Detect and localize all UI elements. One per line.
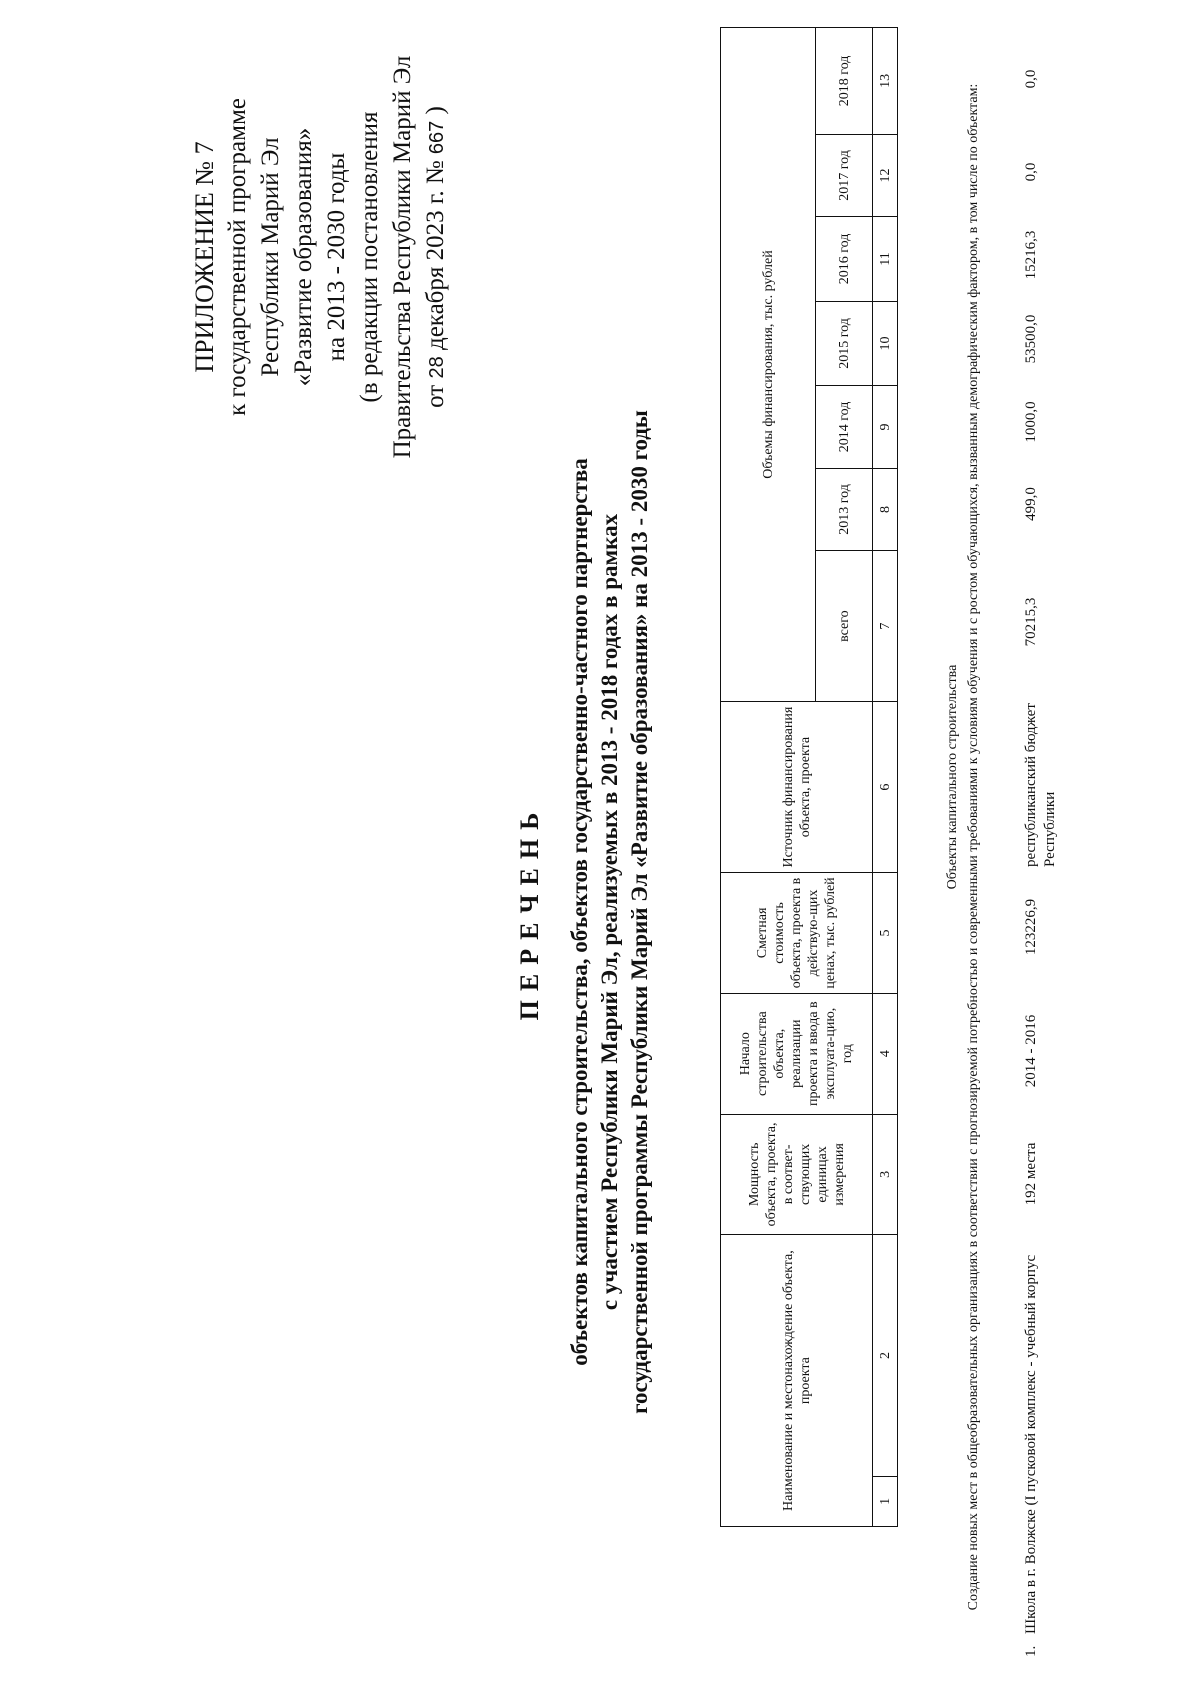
decree-close: ) [422, 106, 449, 115]
header-cost: Сметная стоимость объекта, проекта в действую-щих ценах, тыс. рублей [721, 873, 873, 994]
header-year: 2016 год [816, 217, 873, 302]
object-2016: 15216,3 [1023, 230, 1039, 280]
header-year: 2013 год [816, 468, 873, 550]
column-number: 11 [873, 217, 898, 302]
section-title: Объекты капитального строительства [945, 664, 960, 890]
object-total: 70215,3 [1023, 597, 1039, 647]
decree-date-line [419, 0, 454, 517]
title-line: объектов капитального строительства, объектов государственно-частного партнерства [567, 458, 592, 1366]
column-number: 9 [873, 386, 898, 468]
decree-month-year: декабря 2023 г. № [422, 160, 449, 351]
header-start: Начало строительства объекта, реализации проекта и ввода в эксплуата-цию, год [721, 993, 873, 1114]
objects-table [720, 27, 898, 1527]
appendix-line: к государственной программе [224, 98, 251, 416]
column-number: 1 [873, 1476, 898, 1526]
appendix-block [188, 0, 454, 517]
header-year: 2015 год [816, 301, 873, 386]
object-2018: 0,0 [1023, 69, 1039, 89]
object-name: Школа в г. Волжске (I пусковой комплекс - учебный корпус [1023, 1254, 1039, 1634]
object-cost: 123226,9 [1023, 898, 1039, 956]
appendix-line: Республики Марий Эл [257, 137, 284, 377]
column-number: 8 [873, 468, 898, 550]
column-number: 13 [873, 28, 898, 135]
column-number: 2 [873, 1235, 898, 1476]
column-number: 10 [873, 301, 898, 386]
header-capacity: Мощность объекта, проекта, в соответ-ствующих единицах измерения [721, 1114, 873, 1235]
object-name-cell [1022, 1237, 1041, 1657]
object-capacity: 192 места [1023, 1142, 1039, 1206]
table-row [1022, 0, 1070, 1697]
header-year: 2014 год [816, 386, 873, 468]
decree-number: 667 [426, 120, 448, 155]
object-2017: 0,0 [1023, 162, 1039, 182]
header-source: Источник финансирования объекта, проекта [721, 702, 873, 873]
object-source: республиканский бюджет Республики [1023, 703, 1058, 867]
header-total: всего [816, 551, 873, 702]
column-number: 4 [873, 993, 898, 1114]
decree-day: 28 [426, 356, 448, 379]
header-year: 2018 год [816, 28, 873, 135]
column-number: 12 [873, 134, 898, 216]
object-2015: 53500,0 [1023, 314, 1039, 364]
column-number: 7 [873, 551, 898, 702]
appendix-line: на 2013 - 2030 годы [323, 152, 350, 362]
document-title [515, 297, 655, 1527]
decree-from: от [422, 384, 449, 408]
column-number: 6 [873, 702, 898, 873]
header-volumes: Объемы финансирования, тыс. рублей [721, 28, 816, 702]
appendix-line: «Развитие образования» [290, 127, 317, 387]
header-name: Наименование и местонахождение объекта, проекта [721, 1235, 873, 1527]
header-year: 2017 год [816, 134, 873, 216]
appendix-line: Правительства Республики Марий Эл [389, 55, 416, 459]
title-line: с участием Республики Марий Эл, реализуемых в 2013 - 2018 годах в рамках [597, 513, 622, 1311]
object-period: 2014 - 2016 [1023, 1014, 1039, 1088]
object-2013: 499,0 [1023, 487, 1039, 521]
column-number: 3 [873, 1114, 898, 1235]
section-note: Создание новых мест в общеобразовательных организациях в соответствии с прогнозируемой потребностью и современными требованиями к условиям обучения и с ростом обучающихся, вызванным демографическим фактором, в том числе по объектам: [966, 83, 981, 1611]
title-heading: ПЕРЕЧЕНЬ [515, 803, 544, 1021]
appendix-title: ПРИЛОЖЕНИЕ № 7 [190, 141, 219, 373]
row-number: 1. [1023, 1645, 1039, 1657]
appendix-line: (в редакции постановления [356, 111, 383, 403]
column-number: 5 [873, 873, 898, 994]
title-line: государственной программы Республики Марий Эл «Развитие образования» на 2013 - 2030 годы [627, 410, 652, 1414]
object-2014: 1000,0 [1023, 401, 1039, 443]
